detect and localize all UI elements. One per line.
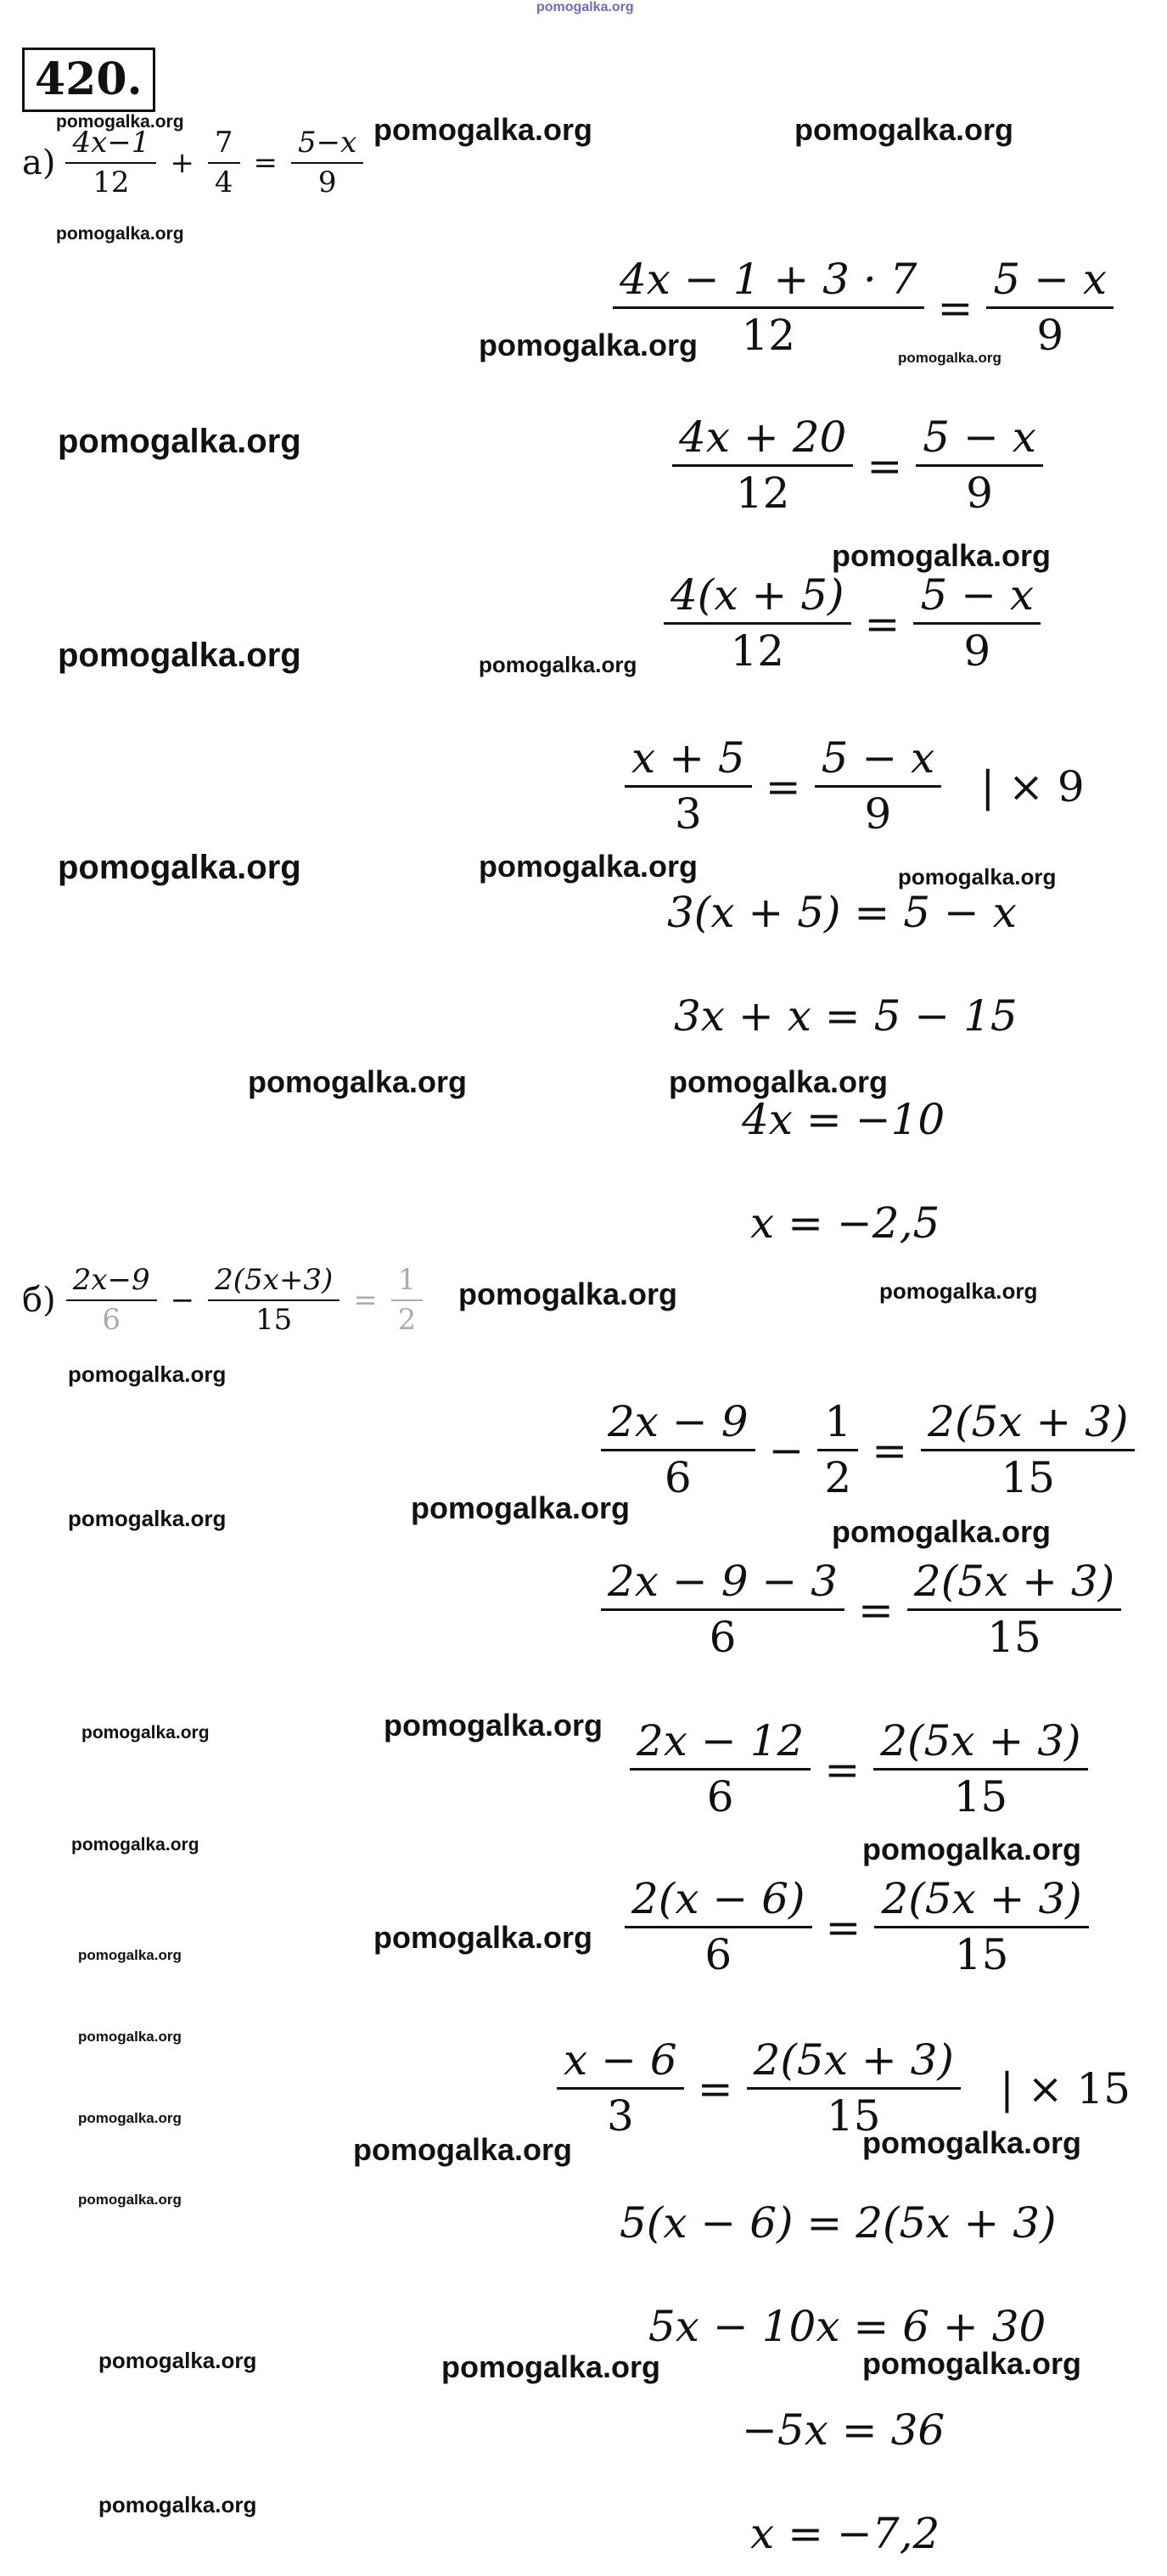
denominator: 15 (987, 1613, 1041, 1662)
minus-sign: − (170, 1283, 195, 1318)
denominator: 9 (1036, 311, 1064, 360)
multiply-note: | × 15 (999, 2063, 1131, 2113)
denominator: 4 (214, 166, 233, 200)
numerator: 1 (391, 1265, 424, 1301)
fraction (672, 414, 853, 517)
denominator: 12 (93, 166, 130, 200)
numerator: 5 − x (815, 735, 942, 788)
numerator: 4x + 20 (672, 414, 853, 467)
watermark: pomogalka.org (458, 1277, 678, 1311)
part-b-step4 (620, 1876, 1094, 1978)
numerator: 2x − 9 − 3 (601, 1558, 844, 1611)
part-a-step6: 3x + x = 5 − 15 (674, 991, 1018, 1041)
part-a-step5: 3(x + 5) = 5 − x (667, 888, 1017, 937)
denominator: 6 (709, 1613, 737, 1662)
fraction (874, 1876, 1088, 1978)
numerator: x − 6 (557, 2037, 684, 2090)
fraction (664, 572, 851, 675)
equals-sign: = (253, 146, 278, 181)
denominator: 2 (397, 1303, 417, 1338)
fraction (907, 1558, 1121, 1661)
denominator: 9 (963, 626, 991, 676)
equals-sign: = (697, 2063, 733, 2113)
denominator: 15 (1001, 1453, 1056, 1502)
equals-sign: = (353, 1283, 378, 1318)
fraction (601, 1558, 844, 1661)
watermark: pomogalka.org (56, 112, 184, 132)
part-b-step1 (596, 1399, 1140, 1501)
equals-sign: = (872, 1425, 908, 1475)
numerator: x + 5 (625, 735, 752, 788)
watermark: pomogalka.org (56, 224, 184, 244)
watermark: pomogalka.org (58, 849, 301, 886)
part-a-answer: x = −2,5 (750, 1198, 940, 1248)
denominator: 15 (953, 1772, 1008, 1821)
fraction (291, 127, 363, 199)
denominator: 9 (864, 789, 892, 839)
part-b-step3 (625, 1718, 1093, 1821)
numerator: 1 (817, 1399, 858, 1451)
numerator: 2(5x + 3) (907, 1558, 1121, 1611)
numerator: 2(5x + 3) (921, 1399, 1135, 1451)
numerator: 4(x + 5) (664, 572, 851, 625)
multiply-note: | × 9 (980, 761, 1085, 811)
part-a-step4 (620, 735, 1085, 838)
fraction (913, 572, 1041, 675)
watermark: pomogalka.org (81, 1723, 210, 1743)
fraction (817, 1399, 858, 1501)
watermark: pomogalka.org (58, 637, 301, 674)
fraction (625, 1876, 812, 1978)
denominator: 3 (674, 789, 702, 839)
watermark: pomogalka.org (78, 1947, 182, 1963)
watermark: pomogalka.org (441, 2349, 661, 2384)
watermark: pomogalka.org (68, 1361, 227, 1387)
denominator: 9 (317, 166, 337, 200)
numerator: 2x−9 (66, 1265, 157, 1301)
denominator: 6 (664, 1453, 692, 1502)
part-b-answer: x = −7,2 (750, 2509, 940, 2558)
denominator: 15 (954, 1930, 1009, 1979)
watermark: pomogalka.org (373, 112, 593, 147)
equals-sign: = (824, 1744, 861, 1794)
numerator: 2(x − 6) (625, 1876, 812, 1928)
denominator: 15 (826, 2091, 881, 2141)
watermark: pomogalka.org (411, 1490, 631, 1525)
watermark: pomogalka.org (862, 2346, 1082, 2381)
numerator: 5 − x (913, 572, 1041, 625)
denominator: 3 (606, 2091, 634, 2141)
fraction (747, 2037, 961, 2140)
watermark: pomogalka.org (879, 1278, 1038, 1304)
part-b-given (22, 1265, 428, 1337)
denominator: 2 (824, 1453, 852, 1502)
watermark: pomogalka.org (68, 1506, 227, 1531)
part-a-step7: 4x = −10 (742, 1095, 945, 1144)
part-b-step8: −5x = 36 (742, 2405, 945, 2455)
watermark: pomogalka.org (832, 1514, 1052, 1549)
watermark: pomogalka.org (898, 864, 1057, 890)
fraction (557, 2037, 684, 2140)
fraction (65, 127, 156, 199)
watermark: pomogalka.org (353, 2132, 573, 2167)
fraction (916, 414, 1043, 517)
fraction (815, 735, 942, 838)
watermark: pomogalka.org (669, 1064, 889, 1099)
watermark: pomogalka.org (384, 1708, 603, 1743)
part-b-step2 (596, 1558, 1126, 1661)
part-a-given (22, 127, 368, 199)
watermark: pomogalka.org (78, 2192, 182, 2208)
watermark: pomogalka.org (373, 1920, 593, 1955)
watermark: pomogalka.org (98, 2492, 257, 2517)
denominator: 12 (741, 311, 796, 360)
numerator: 2(5x + 3) (874, 1876, 1088, 1928)
watermark: pomogalka.org (832, 538, 1052, 573)
denominator: 12 (735, 469, 790, 518)
equals-sign: = (825, 1902, 861, 1952)
equals-sign: = (937, 283, 973, 333)
watermark: pomogalka.org (862, 1832, 1082, 1866)
fraction (208, 127, 240, 199)
minus-sign: − (768, 1425, 805, 1475)
numerator: 7 (208, 127, 240, 164)
numerator: 5−x (291, 127, 363, 164)
part-b-step5 (552, 2037, 1131, 2140)
fraction (391, 1265, 424, 1337)
problem-number: 420. (22, 48, 155, 112)
part-b-label: б) (22, 1281, 56, 1321)
watermark: pomogalka.org (862, 2125, 1082, 2160)
numerator: 2(5x+3) (208, 1265, 339, 1301)
top-watermark: pomogalka.org (536, 0, 634, 14)
denominator: 6 (704, 1930, 732, 1979)
fraction (66, 1265, 157, 1337)
denominator: 15 (255, 1303, 293, 1338)
watermark: pomogalka.org (78, 2110, 182, 2126)
watermark: pomogalka.org (479, 652, 637, 677)
fraction (873, 1718, 1087, 1821)
denominator: 6 (102, 1303, 121, 1338)
plus-sign: + (170, 146, 194, 181)
part-a-step2 (667, 414, 1048, 517)
numerator: 4x − 1 + 3 · 7 (613, 256, 924, 309)
watermark: pomogalka.org (58, 423, 301, 460)
part-b-step7: 5x − 10x = 6 + 30 (648, 2302, 1046, 2351)
equals-sign: = (864, 598, 900, 648)
numerator: 5 − x (916, 414, 1043, 467)
fraction (630, 1718, 811, 1821)
watermark: pomogalka.org (248, 1064, 468, 1099)
watermark: pomogalka.org (78, 2029, 182, 2045)
watermark: pomogalka.org (898, 350, 1001, 366)
watermark: pomogalka.org (479, 328, 699, 362)
equals-sign: = (858, 1585, 894, 1635)
watermark: pomogalka.org (71, 1835, 199, 1855)
watermark: pomogalka.org (479, 849, 699, 884)
denominator: 6 (706, 1772, 734, 1821)
numerator: 2(5x + 3) (873, 1718, 1087, 1771)
denominator: 9 (966, 469, 993, 518)
equals-sign: = (765, 761, 801, 811)
equals-sign: = (867, 441, 903, 491)
part-a-step3 (659, 572, 1046, 675)
fraction (601, 1399, 755, 1501)
fraction (986, 256, 1114, 359)
part-a-label: а) (22, 143, 56, 183)
watermark: pomogalka.org (98, 2348, 257, 2373)
fraction (921, 1399, 1135, 1501)
fraction (208, 1265, 339, 1337)
denominator: 12 (730, 626, 785, 676)
numerator: 2(5x + 3) (747, 2037, 961, 2090)
numerator: 5 − x (986, 256, 1114, 309)
part-b-step6: 5(x − 6) = 2(5x + 3) (620, 2198, 1057, 2248)
fraction (625, 735, 752, 838)
numerator: 2x − 12 (630, 1718, 811, 1771)
numerator: 2x − 9 (601, 1399, 755, 1451)
numerator: 4x−1 (65, 127, 156, 164)
watermark: pomogalka.org (794, 112, 1014, 147)
